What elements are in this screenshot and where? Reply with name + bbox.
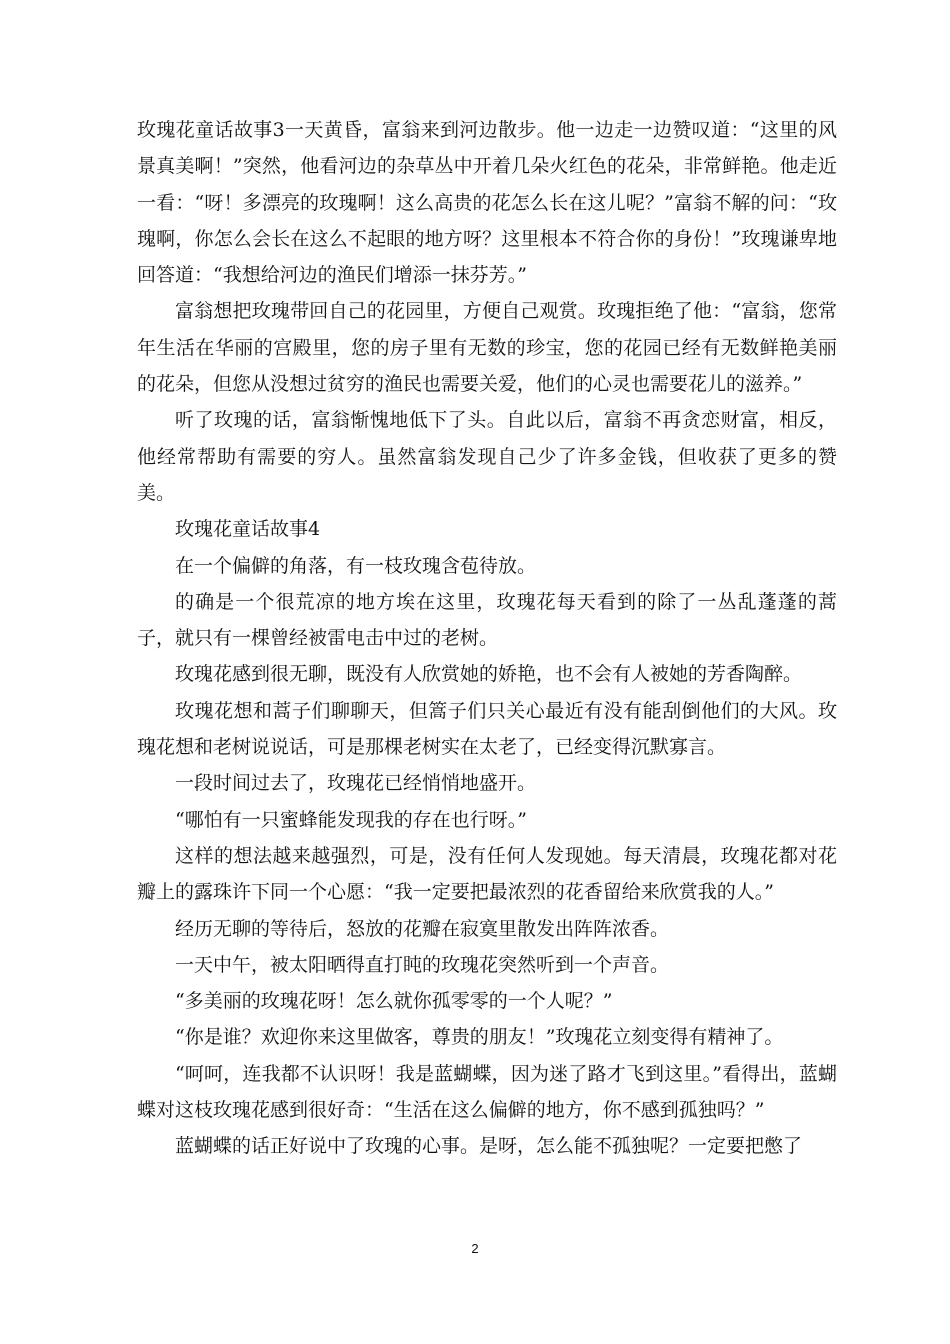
- paragraph-1: 玫瑰花童话故事3一天黄昏，富翁来到河边散步。他一边走一边赞叹道：“这里的风景真美啊！”突然，他看河边的杂草丛中开着几朵火红色的花朵，非常鲜艳。他走近一看：“呀！多漂亮的玫瑰啊！这么高贵的花怎么长在这儿呢？”富翁不解的问：“玫瑰啊，你怎么会长在这么不起眼的地方呀？这里根本不符合你的身份！”玫瑰谦卑地回答道：“我想给河边的渔民们增添一抹芬芳。”: [137, 119, 837, 287]
- paragraph-6: 的确是一个很荒凉的地方埃在这里，玫瑰花每天看到的除了一丛乱蓬蓬的蒿子，就只有一棵曾经被雷电击中过的老树。: [137, 590, 837, 650]
- paragraph-12: 经历无聊的等待后，怒放的花瓣在寂寞里散发出阵阵浓香。: [175, 917, 670, 940]
- paragraph-11: 这样的想法越来越强烈，可是，没有任何人发现她。每天清晨，玫瑰花都对花瓣上的露珠许下同一个心愿：“我一定要把最浓烈的花香留给来欣赏我的人。”: [137, 844, 837, 904]
- paragraph-3: 听了玫瑰的话，富翁惭愧地低下了头。自此以后，富翁不再贪恋财富，相反，他经常帮助有需要的穷人。虽然富翁发现自己少了许多金钱，但收获了更多的赞美。: [137, 409, 837, 504]
- paragraph-2: 富翁想把玫瑰带回自己的花园里，方便自己观赏。玫瑰拒绝了他：“富翁，您常年生活在华丽的宫殿里，您的房子里有无数的珍宝，您的花园已经有无数鲜艳美丽的花朵，但您从没想过贫穷的渔民也需要关爱，他们的心灵也需要花儿的滋养。”: [137, 300, 837, 396]
- paragraph-13: 一天中午，被太阳晒得直打盹的玫瑰花突然听到一个声音。: [175, 953, 670, 976]
- paragraph-15: “你是谁？欢迎你来这里做客，尊贵的朋友！”玫瑰花立刻变得有精神了。: [175, 1026, 784, 1049]
- paragraph-10: “哪怕有一只蜜蜂能发现我的存在也行呀。”: [175, 808, 527, 831]
- document-body: [137, 112, 837, 1165]
- paragraph-14: “多美丽的玫瑰花呀！怎么就你孤零零的一个人呢？”: [175, 990, 613, 1013]
- paragraph-8: 玫瑰花想和蒿子们聊聊天，但篙子们只关心最近有没有能刮倒他们的大风。玫瑰花想和老树说说话，可是那棵老树实在太老了，已经变得沉默寡言。: [137, 699, 837, 759]
- paragraph-9: 一段时间过去了，玫瑰花已经悄悄地盛开。: [175, 772, 537, 795]
- paragraph-16: “呵呵，连我都不认识呀！我是蓝蝴蝶，因为迷了路才飞到这里。”看得出，蓝蝴蝶对这枝玫瑰花感到很好奇：“生活在这么偏僻的地方，你不感到孤独吗？”: [137, 1062, 837, 1122]
- page-number: 2: [471, 1241, 479, 1256]
- paragraph-7: 玫瑰花感到很无聊，既没有人欣赏她的娇艳，也不会有人被她的芳香陶醉。: [175, 663, 803, 686]
- story-heading: 玫瑰花童话故事4: [175, 518, 321, 541]
- paragraph-17: 蓝蝴蝶的话正好说中了玫瑰的心事。是呀，怎么能不孤独呢？一定要把憋了: [175, 1135, 803, 1158]
- paragraph-5: 在一个偏僻的角落，有一枝玫瑰含苞待放。: [175, 554, 537, 577]
